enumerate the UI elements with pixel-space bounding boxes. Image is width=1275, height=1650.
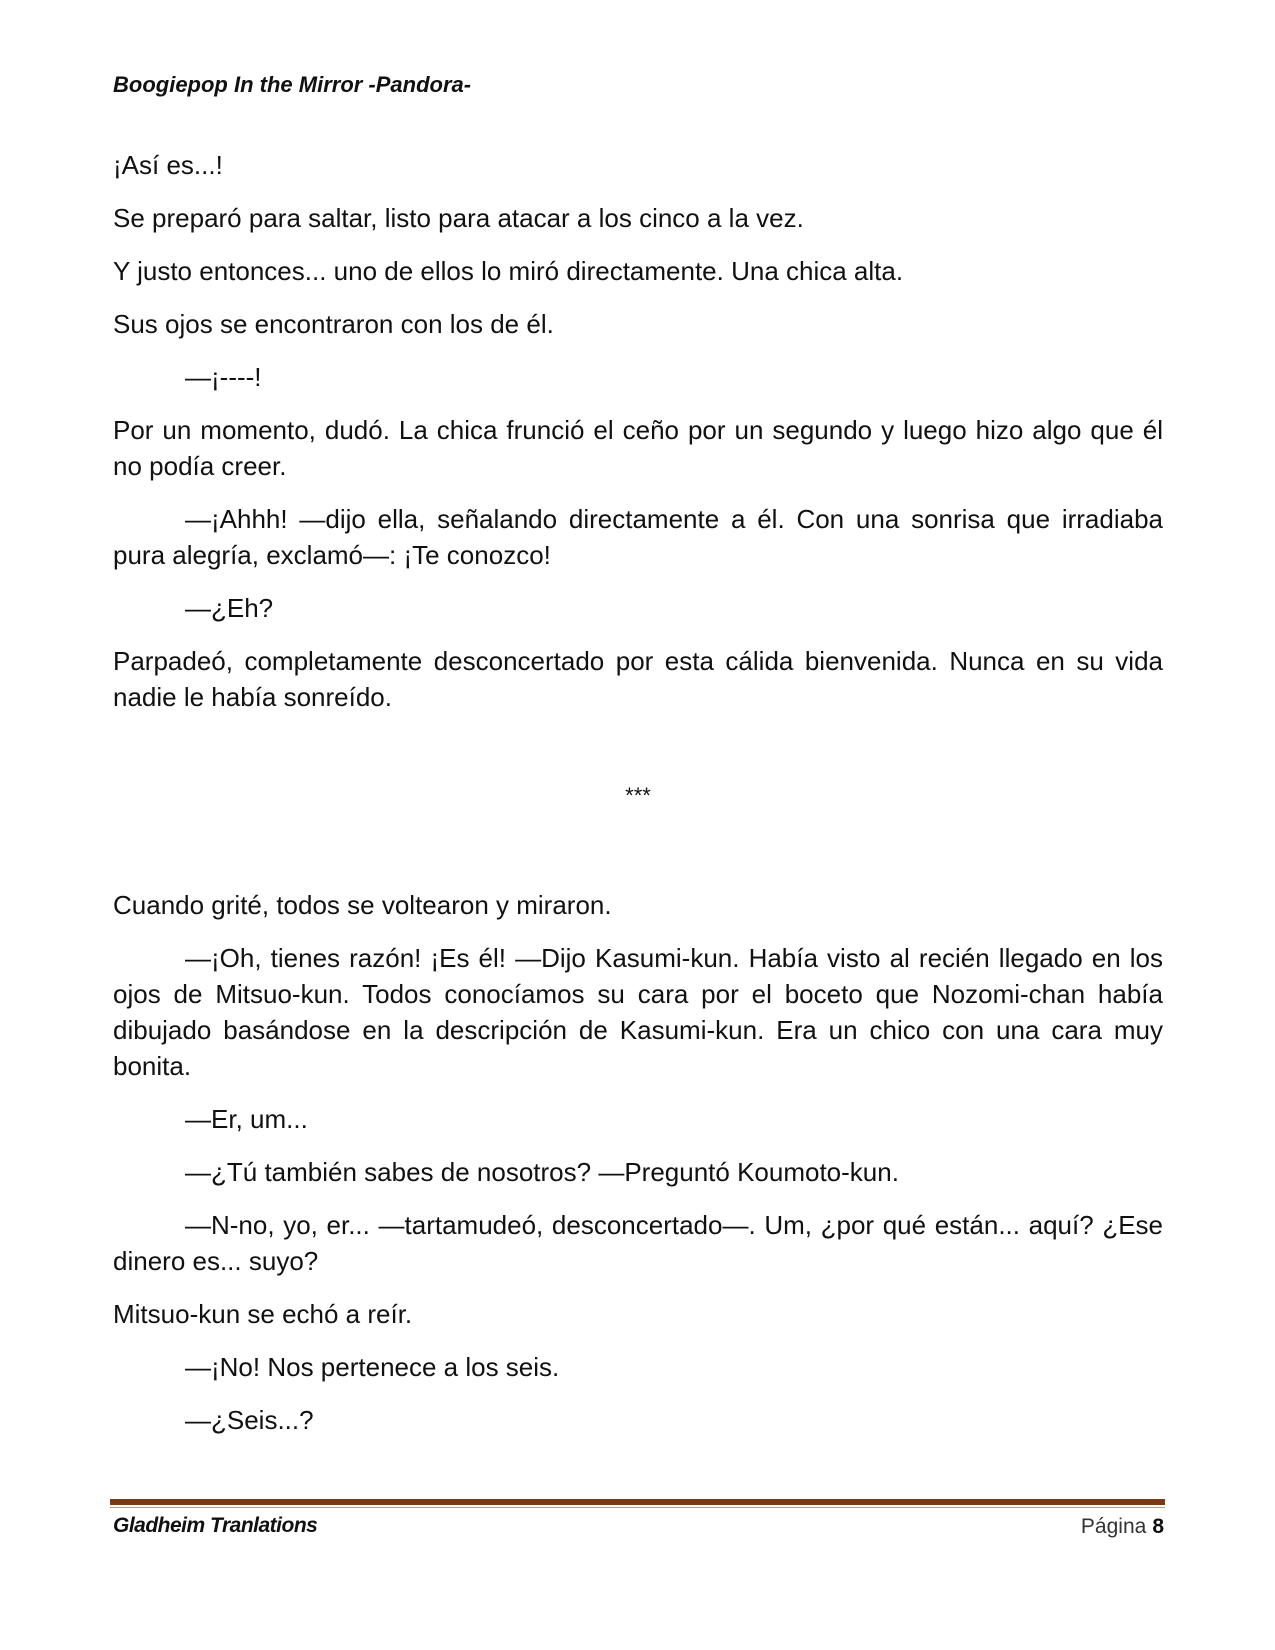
body-text — [113, 147, 1163, 1455]
footer-rule — [110, 1499, 1165, 1505]
paragraph: —N-no, yo, er... —tartamudeó, desconcertado—. Um, ¿por qué están... aquí? ¿Ese dinero es... suyo? — [113, 1210, 1163, 1276]
paragraph: —¡No! Nos pertenece a los seis. — [185, 1352, 560, 1382]
paragraph: Y justo entonces... uno de ellos lo miró directamente. Una chica alta. — [113, 256, 904, 286]
paragraph: Sus ojos se encontraron con los de él. — [113, 309, 554, 339]
scene-separator: *** — [625, 783, 651, 808]
paragraph: Se preparó para saltar, listo para atacar a los cinco a la vez. — [113, 203, 804, 233]
paragraph: Mitsuo-kun se echó a reír. — [113, 1299, 413, 1329]
paragraph: Cuando grité, todos se voltearon y miraron. — [113, 890, 612, 920]
paragraph: —¡Oh, tienes razón! ¡Es él! —Dijo Kasumi-kun. Había visto al recién llegado en los ojos de Mitsuo-kun. Todos conocíamos su cara por el boceto que Nozomi-chan había dibujado basándose en la descripción de Kasumi-kun. Era un chico con una cara muy bonita. — [113, 943, 1163, 1081]
paragraph: —Er, um... — [185, 1104, 308, 1134]
page-number: 8 — [1152, 1515, 1164, 1538]
paragraph: —¿Seis...? — [185, 1405, 314, 1435]
paragraph: —¿Eh? — [185, 593, 274, 623]
running-header: Boogiepop In the Mirror -Pandora- — [113, 72, 472, 97]
footer-rule-thin — [110, 1507, 1165, 1508]
page-label: Página — [1080, 1515, 1147, 1538]
paragraph: ¡Así es...! — [113, 150, 223, 180]
paragraph: Por un momento, dudó. La chica frunció el ceño por un segundo y luego hizo algo que él no podía creer. — [113, 415, 1163, 481]
paragraph: Parpadeó, completamente desconcertado por esta cálida bienvenida. Nunca en su vida nadie le había sonreído. — [113, 646, 1163, 712]
footer-page — [1081, 1515, 1164, 1539]
footer-publisher: Gladheim Tranlations — [113, 1514, 318, 1537]
paragraph: —¿Tú también sabes de nosotros? —Preguntó Koumoto-kun. — [185, 1157, 899, 1187]
paragraph: —¡Ahhh! —dijo ella, señalando directamente a él. Con una sonrisa que irradiaba pura alegría, exclamó—: ¡Te conozco! — [113, 504, 1163, 570]
paragraph: —¡----! — [185, 362, 262, 392]
